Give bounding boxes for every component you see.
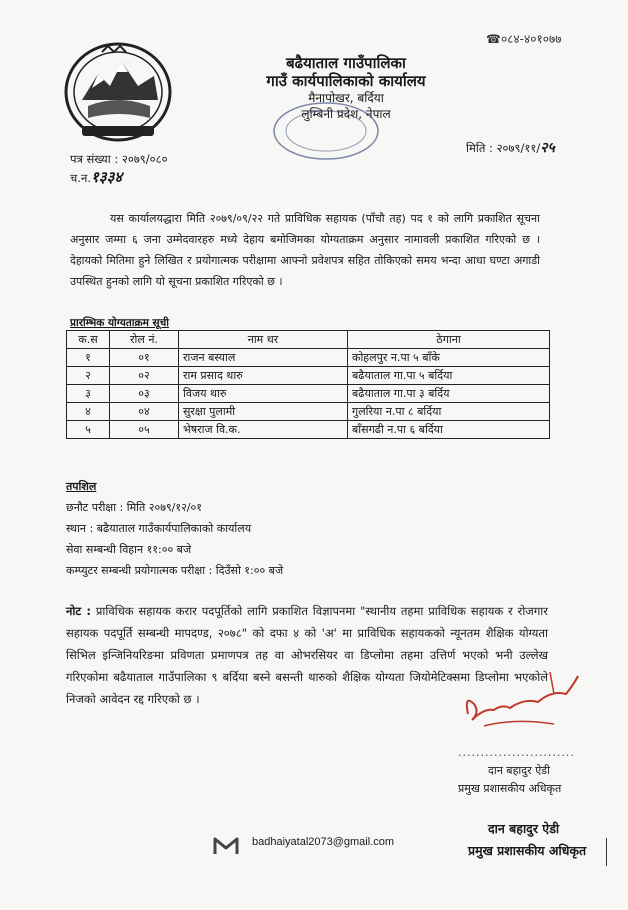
practical-exam-time: कम्प्युटर सम्बन्धी प्रयोगात्मक परीक्षा : दिउँसो १:०० बजे xyxy=(66,564,284,577)
signatory-name: दान बहादुर ऐडी xyxy=(488,764,550,777)
stamp-border-line xyxy=(606,838,607,866)
stamp-name: दान बहादुर ऐडी xyxy=(488,821,560,836)
chalani-value: १३३४ xyxy=(91,168,123,186)
email-address: badhaiyatal2073@gmail.com xyxy=(252,836,395,848)
cell-serial: ३ xyxy=(67,385,110,403)
table-header-row xyxy=(67,331,550,349)
date-handwritten-day: २५ xyxy=(540,140,555,156)
intro-paragraph: यस कार्यालयद्धारा मिति २०७९/०९/२२ गते प्राविधिक सहायक (पाँचौ तह) पद १ को लागि प्रकाशित सूचना अनुसार जम्मा ६ जना उम्मेदवारहरु मध्ये देहाय बमोजिमका योग्यताक्रम अनुसार नामावली प्रकाशित गरिएको छ । देहायको मितिमा हुने लिखित र प्रयोगात्मक परीक्षामा आफ्नो प्रवेशपत्र सहित तोकिएको समय भन्दा आधा घण्टा अगाडी उपस्थित हुनको लागि यो सूचना प्रकाशित गरिएको छ । xyxy=(70,212,540,288)
handwritten-signature xyxy=(454,664,584,734)
cell-serial: १ xyxy=(67,349,110,367)
cell-address: बढैयाताल गा.पा ३ बर्दिय xyxy=(348,385,550,403)
note-text: प्राविधिक सहायक करार पदपूर्तिको लागि प्रकाशित विज्ञापनमा "स्थानीय तहमा प्राविधिक सहायक र रोजगार सहायक पदपूर्ति सम्बन्धी मापदण्ड, २०७८" को दफा ४ को 'अ' मा प्राविधिक सहायकको न्यूनतम शैक्षिक योग्यता सिभिल इन्जिनियरिङमा प्रविणता प्रमाणपत्र तह वा ओभरसियर वा डिप्लोमा तहमा उत्तिर्ण भएको भनी उल्लेख गरिएकोमा बढैयाताल गाउँपालिका ९ बर्दिया बस्ने बसन्ती थारुको शैक्षिक योग्यता जियोमेटिक्समा डिप्लोमा भएकोले निजको आवेदन रद्द गरिएको छ । xyxy=(66,604,548,706)
cell-serial: ५ xyxy=(67,421,110,439)
cell-name: भेषराज वि.क. xyxy=(179,421,348,439)
written-exam-time: सेवा सम्बन्धी विहान ११:०० बजे xyxy=(66,543,192,556)
table-row xyxy=(67,385,550,403)
reference-block xyxy=(70,150,168,187)
signatory-block xyxy=(458,744,575,798)
cell-roll: ०३ xyxy=(110,385,179,403)
cell-address: बाँसगढी न.पा ६ बर्दिया xyxy=(348,421,550,439)
note-label: नोट : xyxy=(66,604,91,618)
cell-name: राम प्रसाद थारु xyxy=(179,367,348,385)
office-name: गाउँ कार्यपालिकाको कार्यालय xyxy=(266,72,426,90)
table-row xyxy=(67,349,550,367)
phone-number: ☎०८४-४०१०७७ xyxy=(486,32,562,46)
date-label: मिति : २०७९/११/ xyxy=(466,141,541,155)
col-address: ठेगाना xyxy=(348,331,550,349)
government-emblem-logo xyxy=(62,40,174,144)
table-title: प्रारम्भिक योग्यताक्रम सूची xyxy=(70,317,169,329)
col-roll: रोल नं. xyxy=(110,331,179,349)
letter-date xyxy=(466,138,555,157)
merit-list-table xyxy=(66,330,550,439)
office-address: मैनापोखर, बर्दिया xyxy=(308,91,384,105)
patra-sankhya: पत्र संख्या : २०७९/०८० xyxy=(70,152,168,166)
stamp-designation: प्रमुख प्रशासकीय अधिकृत xyxy=(468,843,587,858)
province-name: लुम्बिनी प्रदेश, नेपाल xyxy=(301,107,391,121)
details-title: तपशिल xyxy=(66,480,97,493)
cell-name: राजन बस्याल xyxy=(179,349,348,367)
municipality-name: बढैयाताल गाउँपालिका xyxy=(286,54,406,72)
cell-name: विजय थारु xyxy=(179,385,348,403)
col-name: नाम थर xyxy=(179,331,348,349)
exam-venue: स्थान : बढैयाताल गाउँकार्यपालिकाको कार्यालय xyxy=(66,522,252,535)
cell-roll: ०१ xyxy=(110,349,179,367)
signatory-designation: प्रमुख प्रशासकीय अधिकृत xyxy=(458,782,562,795)
table-row xyxy=(67,367,550,385)
office-stamp xyxy=(270,100,382,162)
cell-address: कोहलपुर न.पा ५ बाँके xyxy=(348,349,550,367)
cell-serial: २ xyxy=(67,367,110,385)
col-serial: क.स xyxy=(67,331,110,349)
cell-address: गुलरिया न.पा ८ बर्दिया xyxy=(348,403,550,421)
exam-date: छनौट परीक्षा : मिति २०७९/१२/०१ xyxy=(66,501,202,514)
cell-roll: ०५ xyxy=(110,421,179,439)
signature-line: .......................... xyxy=(458,746,575,759)
cell-serial: ४ xyxy=(67,403,110,421)
name-stamp xyxy=(468,818,586,862)
chalani-number xyxy=(70,168,168,187)
cell-roll: ०२ xyxy=(110,367,179,385)
cell-roll: ०४ xyxy=(110,403,179,421)
table-row xyxy=(67,421,550,439)
details-section xyxy=(66,476,283,581)
table-row xyxy=(67,403,550,421)
cell-name: सुरक्षा पुलामी xyxy=(179,403,348,421)
chalani-label: च.न. xyxy=(70,171,91,185)
cell-address: बढैयाताल गा.पा ५ बर्दिया xyxy=(348,367,550,385)
gmail-icon xyxy=(213,836,239,856)
